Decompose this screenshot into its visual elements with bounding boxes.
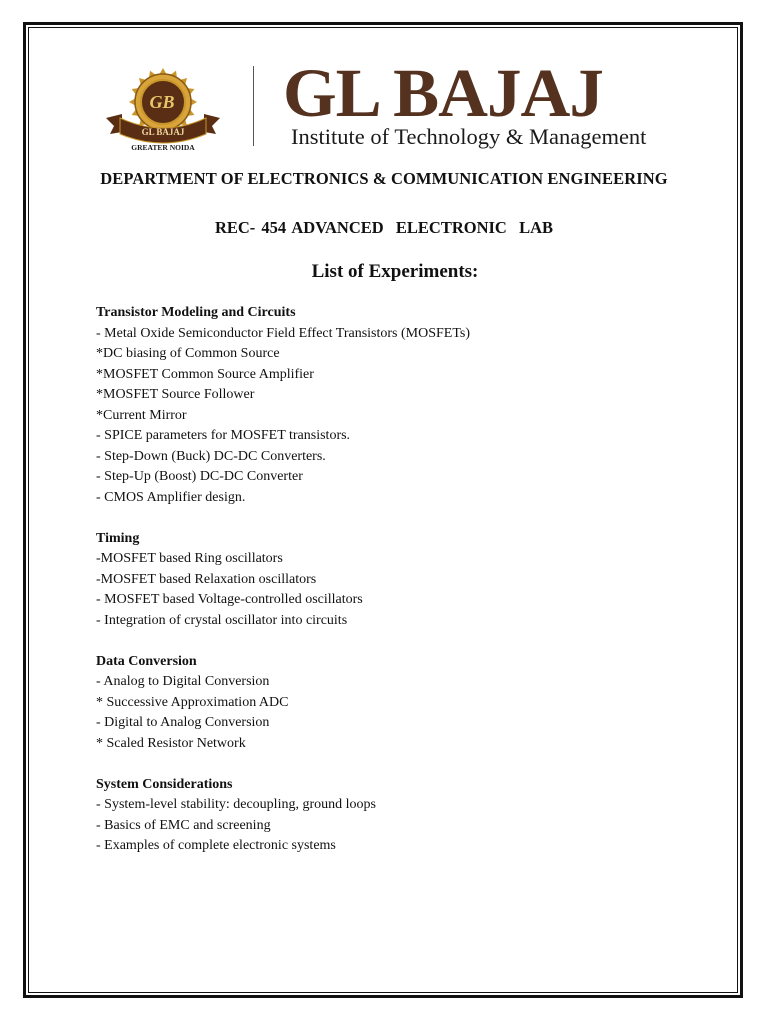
list-item: - Digital to Analog Conversion bbox=[96, 715, 270, 730]
section-heading: Timing bbox=[96, 530, 140, 546]
list-item: *MOSFET Source Follower bbox=[96, 387, 255, 402]
list-item: - System-level stability: decoupling, ground loops bbox=[96, 797, 376, 812]
list-title: List of Experiments: bbox=[311, 261, 479, 282]
list-item: - Step-Down (Buck) DC-DC Converters. bbox=[96, 448, 326, 464]
section-heading: System Considerations bbox=[96, 776, 233, 792]
logo-ribbon-text: GL BAJAJ bbox=[141, 127, 185, 137]
brand-name: GL BAJAJ bbox=[283, 55, 603, 131]
list-item: - SPICE parameters for MOSFET transistors. bbox=[96, 428, 351, 443]
list-item: - MOSFET based Voltage-controlled oscillators bbox=[96, 592, 363, 607]
list-item: *Current Mirror bbox=[96, 407, 187, 423]
list-item: - Step-Up (Boost) DC-DC Converter bbox=[96, 469, 303, 484]
institute-logo bbox=[100, 62, 226, 156]
course-title: REC- 454 ADVANCED ELECTRONIC LAB bbox=[214, 218, 554, 237]
list-item: - Examples of complete electronic systems bbox=[96, 838, 336, 853]
list-item: * Scaled Resistor Network bbox=[96, 735, 246, 751]
brand-subtitle: Institute of Technology & Management bbox=[291, 124, 647, 149]
list-item: - CMOS Amplifier design. bbox=[96, 489, 246, 505]
section-transistor-modeling bbox=[96, 303, 716, 508]
list-item: - Analog to Digital Conversion bbox=[96, 674, 270, 689]
header-divider bbox=[253, 66, 254, 146]
svg-text:GB: GB bbox=[149, 92, 175, 112]
list-item: - Basics of EMC and screening bbox=[96, 817, 271, 833]
list-item: - Metal Oxide Semiconductor Field Effect Transistors (MOSFETs) bbox=[96, 325, 471, 341]
list-item: *MOSFET Common Source Amplifier bbox=[96, 366, 314, 382]
section-data-conversion bbox=[96, 652, 716, 755]
section-system-considerations bbox=[96, 775, 716, 857]
list-item: * Successive Approximation ADC bbox=[96, 694, 289, 710]
list-item: -MOSFET based Ring oscillators bbox=[96, 551, 283, 566]
section-timing bbox=[96, 529, 716, 632]
department-heading: DEPARTMENT OF ELECTRONICS & COMMUNICATION ENGINEERING bbox=[100, 169, 668, 188]
logo-location-text: GREATER NOIDA bbox=[131, 143, 195, 152]
list-item: -MOSFET based Relaxation oscillators bbox=[96, 571, 317, 587]
section-heading: Data Conversion bbox=[96, 653, 197, 669]
list-item: - Integration of crystal oscillator into circuits bbox=[96, 612, 348, 628]
list-item: *DC biasing of Common Source bbox=[96, 346, 280, 361]
section-heading: Transistor Modeling and Circuits bbox=[96, 305, 296, 320]
experiment-list bbox=[96, 303, 716, 877]
